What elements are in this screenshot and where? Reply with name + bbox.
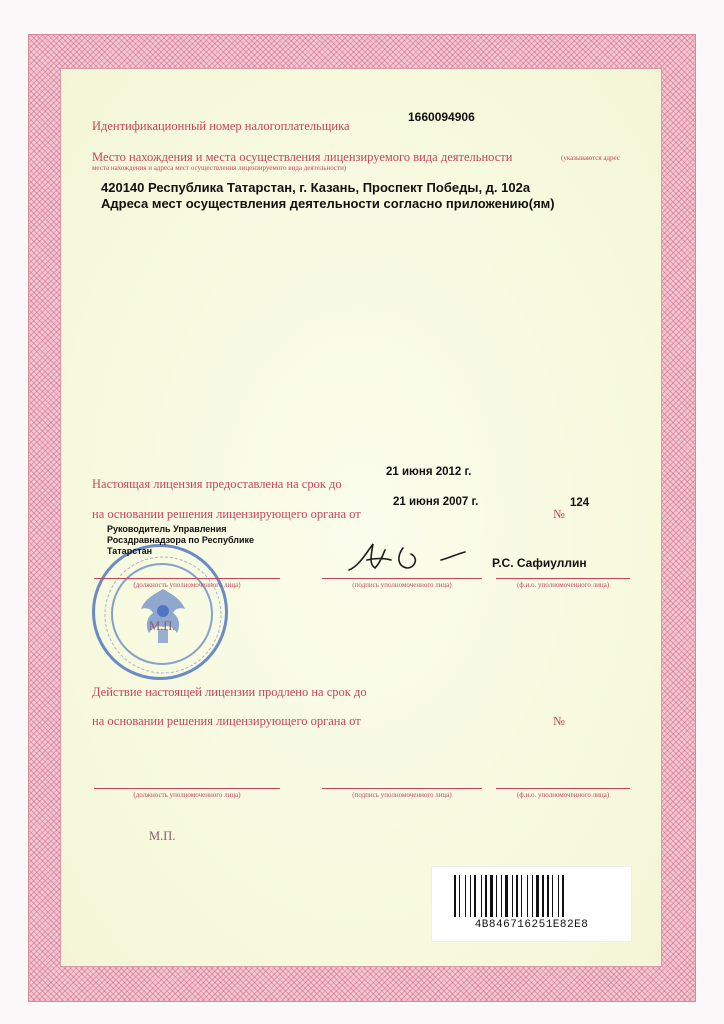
extension-caption-name: (ф.и.о. уполномоченного лица) xyxy=(516,791,610,799)
signatory-position-2: Росздравнадзора по Республике xyxy=(107,535,255,545)
term-label: Настоящая лицензия предоставлена на срок до xyxy=(92,477,342,491)
extension-name-line xyxy=(496,788,630,789)
decision-number: 124 xyxy=(570,497,590,509)
taxpayer-value: 1660094906 xyxy=(408,110,475,124)
extension-decision-label: на основании решения лицензирующего органа от xyxy=(92,714,361,728)
location-note-2: места нахождения и адреса мест осуществления лицензируемого вида деятельности) xyxy=(92,164,347,172)
extension-signature-line xyxy=(322,788,482,789)
extension-position-line xyxy=(94,788,280,789)
decision-label: на основании решения лицензирующего органа от xyxy=(92,507,361,521)
caption-name: (ф.и.о. уполномоченного лица) xyxy=(516,581,610,589)
location-label: Место нахождения и места осуществления лицензируемого вида деятельности xyxy=(92,150,513,164)
decision-number-sign: № xyxy=(553,507,565,521)
extension-stamp-place-label: М.П. xyxy=(149,829,176,843)
barcode-icon xyxy=(454,875,612,917)
term-date: 21 июня 2012 г. xyxy=(386,466,472,478)
signatory-name: Р.С. Сафиуллин xyxy=(492,556,587,570)
taxpayer-label: Идентификационный номер налогоплательщика xyxy=(92,119,350,133)
stamp-place-label: М.П. xyxy=(149,619,176,633)
position-line xyxy=(94,578,280,579)
name-line xyxy=(496,578,630,579)
signatory-position-3: Татарстан xyxy=(107,546,153,556)
barcode-block xyxy=(431,866,632,942)
address-line-2: Адреса мест осуществления деятельности согласно приложению(ям) xyxy=(101,196,555,211)
signature-line xyxy=(322,578,482,579)
caption-signature: (подпись уполномоченного лица) xyxy=(352,581,452,589)
extension-caption-position: (должность уполномоченного лица) xyxy=(133,791,241,799)
address-line-1: 420140 Республика Татарстан, г. Казань, Проспект Победы, д. 102а xyxy=(101,180,531,195)
official-seal xyxy=(92,544,228,680)
caption-position: (должность уполномоченного лица) xyxy=(133,581,241,589)
decision-date: 21 июня 2007 г. xyxy=(393,496,479,508)
barcode-number: 4В846716251Е82Е8 xyxy=(474,919,589,931)
location-note-1: (указываются адрес xyxy=(561,154,620,162)
extension-number-sign: № xyxy=(553,714,565,728)
eagle-emblem-icon xyxy=(95,547,231,683)
handwritten-signature xyxy=(345,538,475,578)
signatory-position-1: Руководитель Управления xyxy=(107,524,227,534)
extension-label: Действие настоящей лицензии продлено на срок до xyxy=(92,685,367,699)
extension-caption-signature: (подпись уполномоченного лица) xyxy=(352,791,452,799)
